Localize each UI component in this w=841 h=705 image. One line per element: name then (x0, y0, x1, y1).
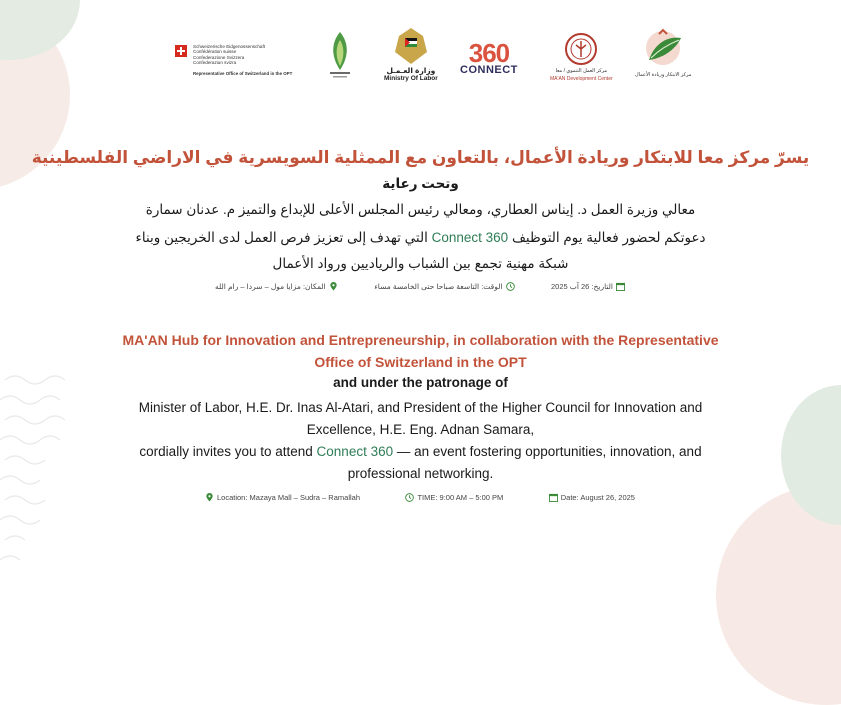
maan-name-en: MA'AN Development Center (550, 76, 613, 82)
connect360-number: 360 (468, 38, 510, 68)
swiss-office-logo (175, 44, 292, 76)
connect360-word: CONNECT (460, 64, 518, 76)
english-line-1: Minister of Labor, H.E. Dr. Inas Al-Atari, and President of the Higher Council for Innovation and (138, 400, 703, 415)
swiss-line: Confederaziun svizra (193, 59, 237, 65)
calendar-icon (549, 493, 558, 502)
eagle-emblem-icon (393, 26, 429, 66)
arabic-place-text: المكان: مزايا مول – سردا – رام الله (215, 282, 326, 291)
maan-name-ar: مركز العمل التنموي / معا (555, 68, 608, 74)
clock-icon (405, 493, 414, 502)
arabic-patronage: وتحت رعاية (382, 176, 459, 191)
swiss-line: Confédération suisse (193, 49, 237, 55)
english-location-text: Location: Mazaya Mall – Sudra – Ramallah (217, 493, 360, 502)
calendar-icon (616, 282, 625, 291)
english-title-line-2: Office of Switzerland in the OPT (314, 354, 527, 370)
english-patronage: and under the patronage of (333, 375, 508, 390)
arabic-title: يسرّ مركز معا للابتكار وريادة الأعمال، بالتعاون مع الممثلية السويسرية في الاراضي الفلسطينية (31, 148, 810, 167)
partner-logos (0, 26, 841, 96)
english-time-text: TIME: 9:00 AM – 5:00 PM (417, 493, 504, 502)
english-line-3-pre: cordially invites you to attend (139, 444, 313, 459)
ministry-of-labor-logo (384, 26, 438, 82)
clock-icon (506, 282, 515, 291)
english-title-line-1: MA'AN Hub for Innovation and Entrepreneurship, in collaboration with the Representative (122, 332, 719, 348)
arabic-time-text: الوقت: التاسعة صباحا حتى الخامسة مساء (374, 282, 503, 291)
arabic-line-2 (0, 230, 841, 246)
ministry-name-ar: وزارة العـمـل (386, 66, 436, 75)
english-body (0, 397, 841, 485)
arabic-place (215, 282, 338, 291)
english-time (405, 493, 503, 502)
english-title (0, 329, 841, 373)
english-event-details (205, 493, 635, 502)
connect360-logo (460, 40, 518, 76)
english-line-3-post: — an event fostering opportunities, innovation, and (396, 444, 702, 459)
maan-hub-logo (635, 28, 691, 78)
arabic-line-2-pre: دعوتكم لحضور فعالية يوم التوظيف (511, 230, 706, 245)
swiss-line: Schweizerische Eidgenossenschaft (193, 44, 266, 49)
higher-council-logo (326, 30, 354, 80)
english-line-3 (0, 441, 841, 463)
location-pin-icon (205, 493, 214, 502)
arabic-date (551, 282, 625, 291)
english-line-2: Excellence, H.E. Eng. Adnan Samara, (306, 422, 535, 437)
swiss-flag-icon (175, 45, 187, 57)
arabic-date-text: التاريخ: 26 آب 2025 (551, 282, 613, 291)
swiss-line: Confederazione Svizzera (193, 54, 245, 60)
arabic-event-details (215, 282, 625, 291)
maan-emblem-icon (564, 32, 598, 66)
english-date (549, 493, 635, 502)
arabic-line-1: معالي وزيرة العمل د. إيناس العطاري، ومعالي رئيس المجلس الأعلى للإبداع والتميز م. عدنان سمارة (145, 202, 696, 217)
arabic-line-3: شبكة مهنية تجمع بين الشباب والرياديين ورواد الأعمال (272, 256, 569, 271)
maan-center-logo (550, 32, 613, 82)
hub-name-ar: مركز الابتكار وريادة الأعمال (635, 72, 692, 78)
leaf-bulb-icon (641, 28, 685, 70)
ministry-name-en: Ministry Of Labor (384, 75, 438, 82)
flame-leaf-icon (326, 30, 354, 80)
arabic-line-2-post: التي تهدف إلى تعزيز فرص العمل لدى الخريجين وبناء (135, 230, 428, 245)
arabic-time (374, 282, 514, 291)
english-date-text: Date: August 26, 2025 (560, 493, 635, 502)
english-line-4: professional networking. (347, 466, 494, 481)
swiss-office-name: Representative Office of Switzerland in the OPT (193, 71, 293, 77)
english-location (205, 493, 360, 502)
english-event-name: Connect 360 (316, 444, 394, 459)
arabic-event-name: Connect 360 (431, 230, 509, 245)
location-pin-icon (329, 282, 338, 291)
